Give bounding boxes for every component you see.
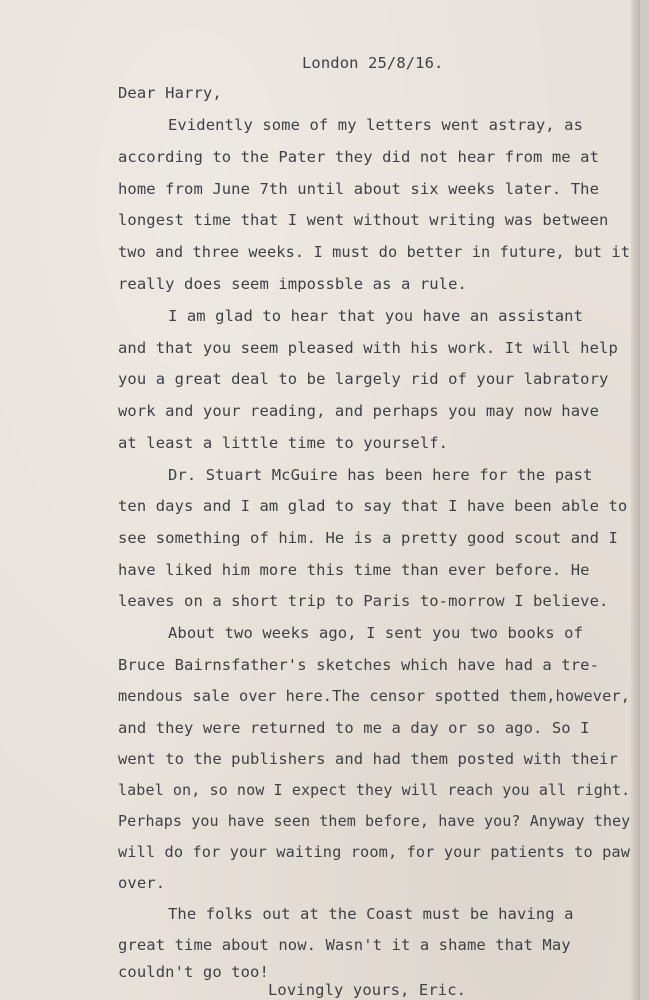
body-line: longest time that I went without writing was between	[118, 211, 609, 229]
body-line: leaves on a short trip to Paris to-morrow I believe.	[118, 592, 609, 610]
body-line: and they were returned to me a day or so ago. So I	[118, 719, 590, 737]
body-line: and that you seem pleased with his work. It will help	[118, 339, 618, 357]
body-line: see something of him. He is a pretty good scout and I	[118, 529, 618, 547]
body-line: Dr. Stuart McGuire has been here for the past	[168, 466, 593, 484]
salutation: Dear Harry,	[118, 84, 222, 102]
body-line: really does seem impossble as a rule.	[118, 275, 467, 293]
body-line: label on, so now I expect they will reach you all right.	[118, 781, 631, 799]
body-line: two and three weeks. I must do better in future, but it	[118, 243, 631, 261]
body-line: at least a little time to yourself.	[118, 434, 449, 452]
body-line: mendous sale over here.The censor spotted them,however,	[118, 687, 631, 705]
body-line: great time about now. Wasn't it a shame that May	[118, 936, 571, 954]
body-line: will do for your waiting room, for your patients to paw	[118, 843, 631, 861]
body-line: I am glad to hear that you have an assistant	[168, 307, 583, 325]
closing: Lovingly yours, Eric.	[268, 981, 467, 999]
body-line: according to the Pater they did not hear from me at	[118, 148, 600, 166]
body-line: About two weeks ago, I sent you two books of	[168, 624, 583, 642]
body-line: over.	[118, 874, 166, 892]
body-line: ten days and I am glad to say that I have been able to	[118, 497, 628, 515]
body-line: you a great deal to be largely rid of your labratory	[118, 370, 609, 388]
body-line: went to the publishers and had them posted with their	[118, 750, 618, 768]
body-line: The folks out at the Coast must be having a	[168, 905, 574, 923]
body-line: couldn't go too!	[118, 963, 269, 981]
body-line: work and your reading, and perhaps you may now have	[118, 402, 600, 420]
body-line: Bruce Bairnsfather's sketches which have had a tre-	[118, 656, 600, 674]
dateline: London 25/8/16.	[302, 54, 444, 72]
body-line: Evidently some of my letters went astray, as	[168, 116, 583, 134]
body-line: have liked him more this time than ever before. He	[118, 561, 590, 579]
body-line: Perhaps you have seen them before, have you? Anyway they	[118, 812, 631, 830]
body-line: home from June 7th until about six weeks later. The	[118, 180, 600, 198]
page-edge	[631, 0, 640, 1000]
